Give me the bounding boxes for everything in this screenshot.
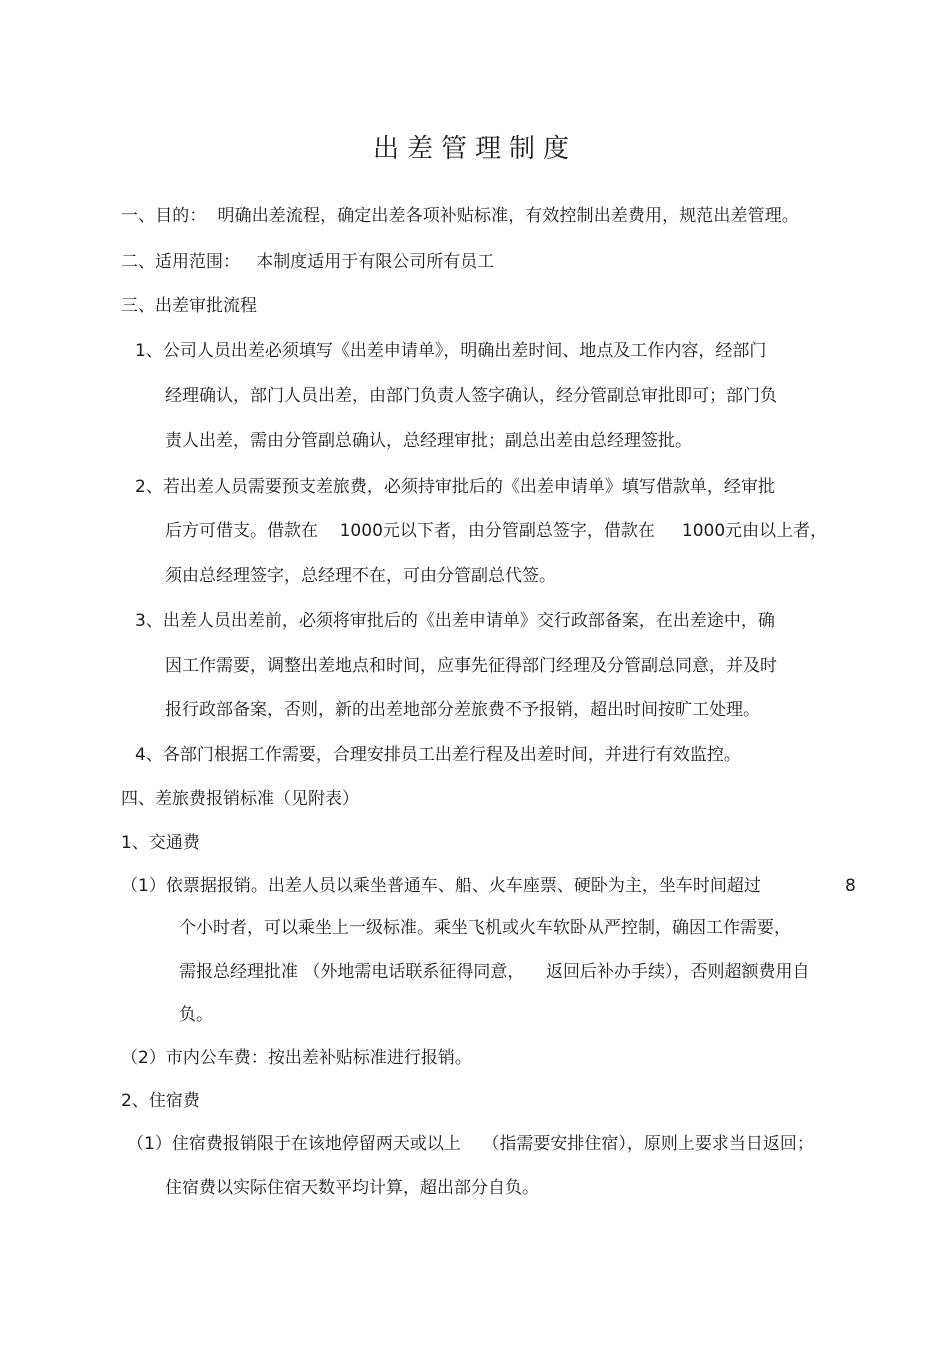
text-line-approval-2a: 2、若出差人员需要预支差旅费，必须持审批后的《出差申请单》填写借款单，经审批 — [135, 477, 775, 497]
text-line-approval-1b: 经理确认，部门人员出差，由部门负责人签字确认，经分管副总审批即可；部门负 — [165, 386, 777, 406]
text-line-transport-1-number: 8 — [845, 876, 856, 896]
section-heading-reimbursement: 四、差旅费报销标准（见附表） — [121, 789, 359, 809]
text-line-transport-2: （2）市内公车费：按出差补贴标准进行报销。 — [121, 1048, 472, 1068]
section-heading-approval: 三、出差审批流程 — [121, 296, 257, 316]
text-line-approval-1a: 1、公司人员出差必须填写《出差申请单》，明确出差时间、地点及工作内容，经部门 — [135, 341, 767, 361]
text-line-approval-2b: 后方可借支。借款在 1000元以下者，由分管副总签字，借款在 1000元由以上者， — [165, 521, 828, 541]
text-line-approval-3a: 3、出差人员出差前，必须将审批后的《出差申请单》交行政部备案，在出差途中，确 — [135, 611, 775, 631]
text-line-approval-1c: 责人出差，需由分管副总确认，总经理审批；副总出差由总经理签批。 — [165, 431, 692, 451]
text-line-lodging-1b: 住宿费以实际住宿天数平均计算，超出部分自负。 — [165, 1178, 539, 1198]
text-line-scope: 二、适用范围： 本制度适用于有限公司所有员工 — [121, 252, 495, 272]
text-line-transport-1b: 个小时者，可以乘坐上一级标准。乘坐飞机或火车软卧从严控制，确因工作需要， — [179, 918, 791, 938]
text-line-approval-2c: 须由总经理签字，总经理不在，可由分管副总代签。 — [165, 566, 556, 586]
text-line-transport-1c: 需报总经理批准 （外地需电话联系征得同意， 返回后补办手续），否则超额费用自 — [179, 962, 810, 982]
text-line-lodging-1a: （1）住宿费报销限于在该地停留两天或以上 （指需要安排住宿），原则上要求当日返回； — [127, 1134, 814, 1154]
page-title: 出差管理制度 — [372, 134, 577, 164]
text-line-approval-3c: 报行政部备案，否则，新的出差地部分差旅费不予报销，超出时间按旷工处理。 — [165, 700, 760, 720]
text-line-approval-4: 4、各部门根据工作需要，合理安排员工出差行程及出差时间，并进行有效监控。 — [135, 745, 741, 765]
text-line-approval-3b: 因工作需要，调整出差地点和时间，应事先征得部门经理及分管副总同意，并及时 — [165, 656, 777, 676]
text-line-transport-1a: （1）依票据报销。出差人员以乘坐普通车、船、火车座票、硬卧为主，坐车时间超过 — [121, 876, 761, 896]
text-line-transport-1d: 负。 — [179, 1005, 213, 1025]
subheading-transport: 1、交通费 — [121, 833, 200, 853]
subheading-lodging: 2、住宿费 — [121, 1091, 200, 1111]
text-line-purpose: 一、目的： 明确出差流程，确定出差各项补贴标准，有效控制出差费用，规范出差管理。 — [121, 206, 799, 226]
